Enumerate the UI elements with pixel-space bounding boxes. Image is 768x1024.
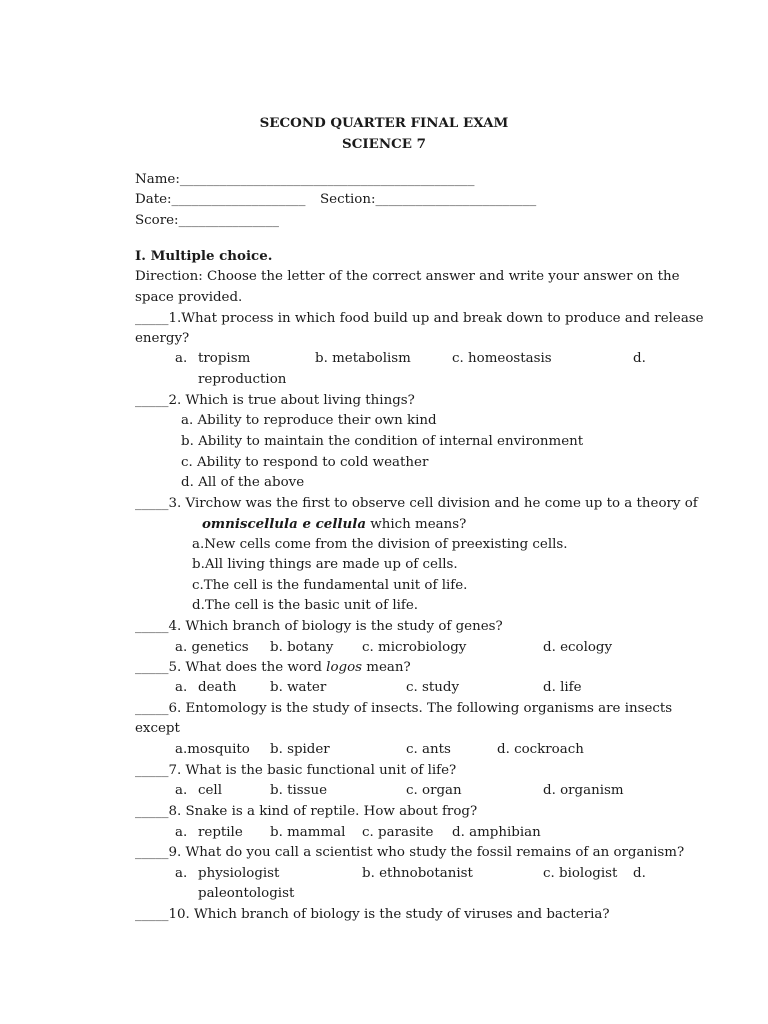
question-3-cont <box>202 514 466 535</box>
name-field[interactable]: Name:____________________________________________ <box>135 172 475 187</box>
choice-text: b. mammal <box>270 825 346 840</box>
choice-text: c.The cell is the fundamental unit of life. <box>192 578 468 593</box>
question-6-cont: except <box>135 721 180 736</box>
choice-text: d. All of the above <box>181 475 305 490</box>
choice-text: c. microbiology <box>362 640 467 655</box>
question-4: _____4. Which branch of biology is the study of genes? <box>135 619 503 634</box>
latin-term: omniscellula e cellula <box>202 516 366 532</box>
choice-text: a. genetics <box>175 640 249 655</box>
choice-text: b. spider <box>270 742 330 757</box>
question-1: _____1.What process in which food build up and break down to produce and release <box>135 311 704 326</box>
question-5-text: _____5. What does the word <box>135 660 327 675</box>
choice-text: c. study <box>406 680 460 695</box>
exam-subject: SCIENCE 7 <box>342 136 426 152</box>
question-2: _____2. Which is true about living things? <box>135 393 415 408</box>
choice-label: a. <box>175 825 188 840</box>
choice-text: reproduction <box>198 372 287 387</box>
choice-text: cell <box>198 783 222 798</box>
choice-text: b.All living things are made up of cells. <box>192 557 458 572</box>
choice-text: d.The cell is the basic unit of life. <box>192 598 419 613</box>
choice-text: b. metabolism <box>315 351 411 366</box>
exam-title: SECOND QUARTER FINAL EXAM <box>259 115 509 131</box>
word-term: logos <box>326 660 363 675</box>
choice-text: a. Ability to reproduce their own kind <box>181 413 437 428</box>
question-10: _____10. Which branch of biology is the study of viruses and bacteria? <box>135 907 610 922</box>
choice-text: c. ants <box>406 742 451 757</box>
question-5-text-end: mean? <box>362 660 411 675</box>
section-field[interactable]: Section:________________________ <box>320 192 537 207</box>
choice-text: d. ecology <box>543 640 613 655</box>
choice-text: d. cockroach <box>497 742 584 757</box>
choice-label: d. <box>633 351 646 366</box>
choice-text: d. amphibian <box>452 825 541 840</box>
question-1-cont: energy? <box>135 331 190 346</box>
choice-label: a. <box>175 680 188 695</box>
question-7: _____7. What is the basic functional unit of life? <box>135 763 457 778</box>
choice-text: c. Ability to respond to cold weather <box>181 455 429 470</box>
choice-label: a. <box>175 866 188 881</box>
choice-text: a.New cells come from the division of preexisting cells. <box>192 537 568 552</box>
choice-text: c. organ <box>406 783 462 798</box>
choice-text: c. homeostasis <box>452 351 552 366</box>
choice-text: b. ethnobotanist <box>362 866 473 881</box>
choice-text: d. life <box>543 680 582 695</box>
choice-text: b. botany <box>270 640 334 655</box>
choice-text: physiologist <box>198 866 280 881</box>
question-8: _____8. Snake is a kind of reptile. How about frog? <box>135 804 478 819</box>
question-3: _____3. Virchow was the first to observe cell division and he come up to a theory of <box>135 496 698 511</box>
question-9: _____9. What do you call a scientist who study the fossil remains of an organism? <box>135 845 685 860</box>
choice-text: reptile <box>198 825 243 840</box>
question-6: _____6. Entomology is the study of insects. The following organisms are insects <box>135 701 673 716</box>
question-3-rest: which means? <box>366 517 467 532</box>
choice-label: d. <box>633 866 646 881</box>
choice-label: a. <box>175 783 188 798</box>
date-field[interactable]: Date:____________________ <box>135 192 306 207</box>
choice-label: a. <box>175 351 188 366</box>
directions-line-1: Direction: Choose the letter of the correct answer and write your answer on the <box>135 269 680 284</box>
choice-text: death <box>198 680 237 695</box>
choice-text: b. Ability to maintain the condition of internal environment <box>181 434 584 449</box>
question-5 <box>135 658 411 678</box>
directions-line-2: space provided. <box>135 290 243 305</box>
choice-text: tropism <box>198 351 251 366</box>
choice-text: b. water <box>270 680 327 695</box>
choice-text: a.mosquito <box>175 742 250 757</box>
choice-text: c. parasite <box>362 825 434 840</box>
choice-text: c. biologist <box>543 866 618 881</box>
section-heading: I. Multiple choice. <box>135 248 273 264</box>
score-field[interactable]: Score:_______________ <box>135 213 280 228</box>
choice-text: b. tissue <box>270 783 328 798</box>
choice-text: d. organism <box>543 783 624 798</box>
choice-text: paleontologist <box>198 886 295 901</box>
